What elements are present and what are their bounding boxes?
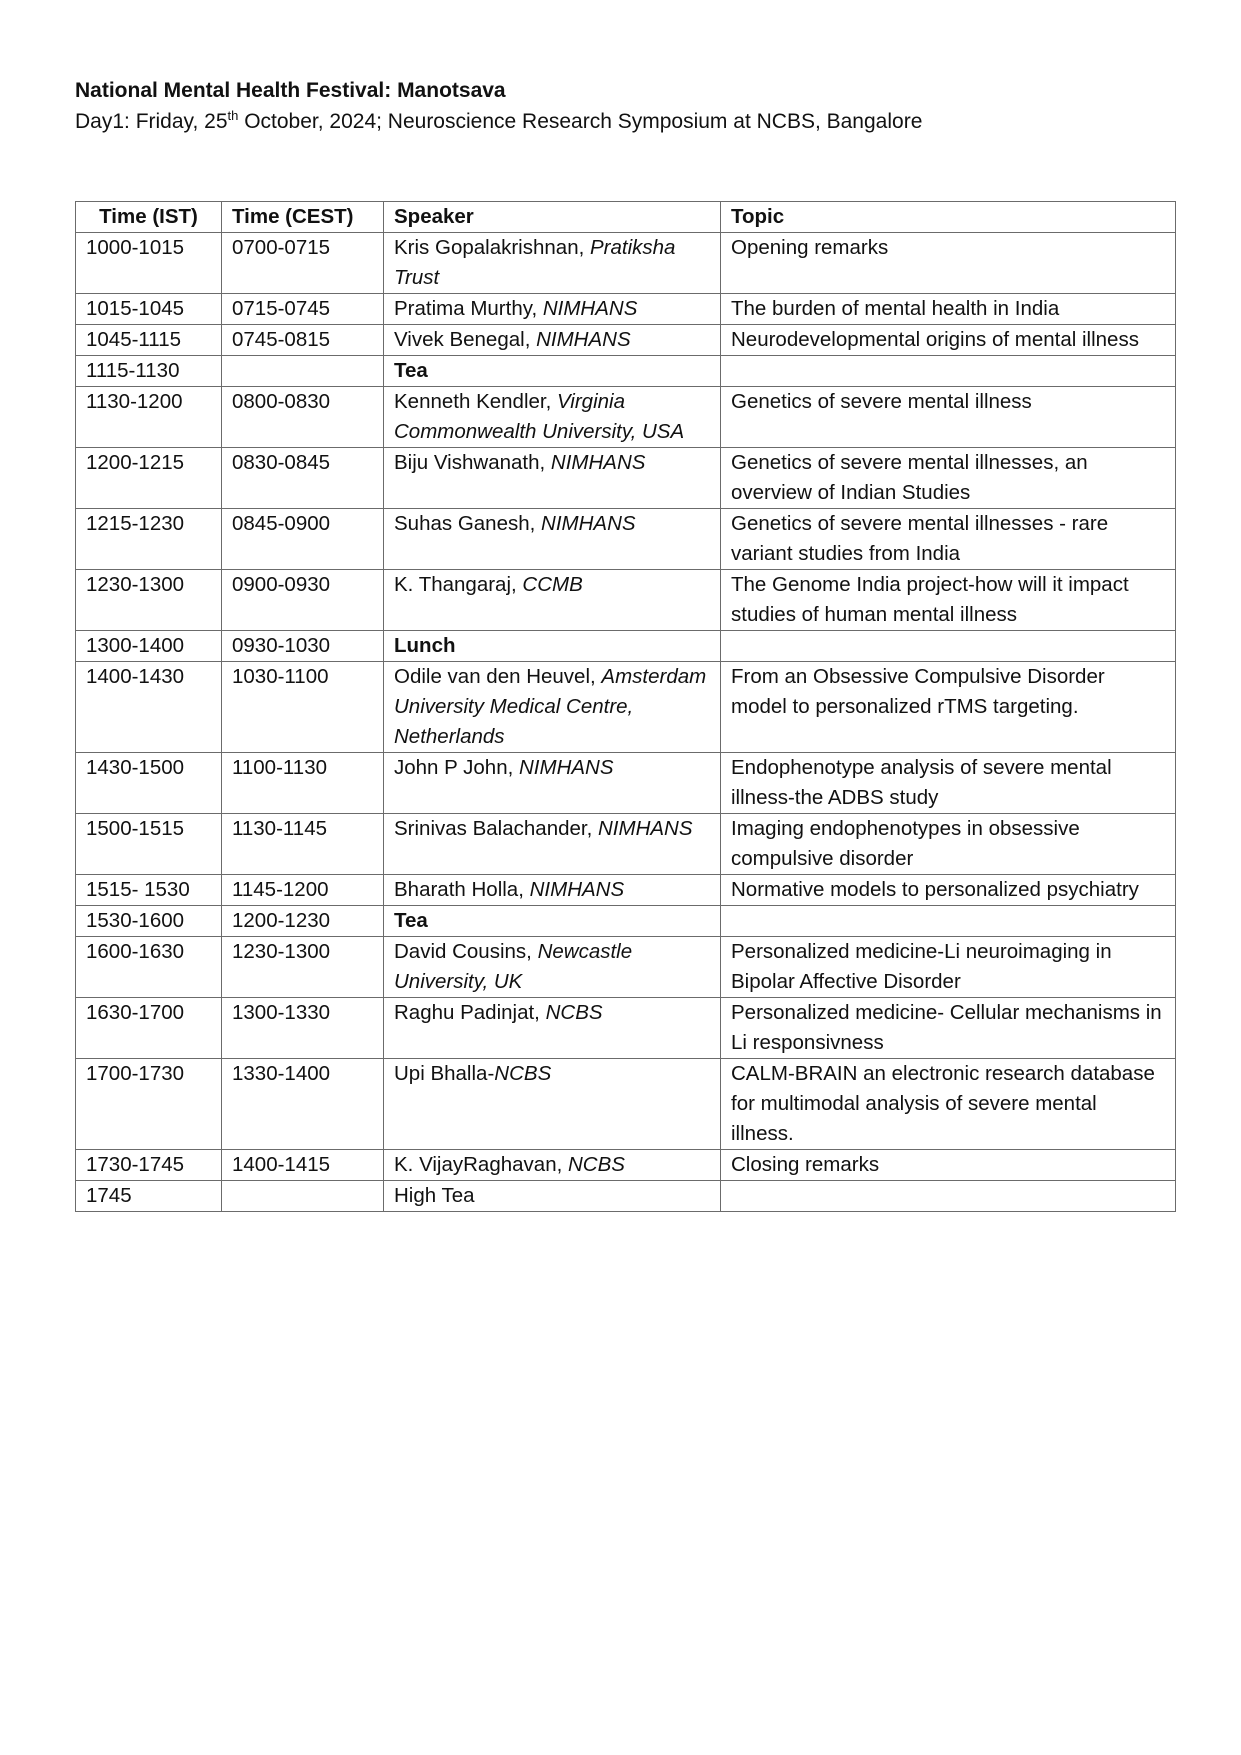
table-row [76,631,1176,662]
header-speaker: Speaker [384,202,721,233]
speaker-name: Bharath Holla, [394,878,524,901]
cell-time-ist: 1200-1215 [76,448,222,509]
cell-time-ist: 1000-1015 [76,233,222,294]
cell-time-cest: 1400-1415 [222,1150,384,1181]
cell-time-ist: 1230-1300 [76,570,222,631]
cell-speaker [384,448,721,509]
cell-topic: Opening remarks [721,233,1176,294]
cell-time-cest [222,356,384,387]
cell-topic [721,1181,1176,1212]
speaker-affiliation: NIMHANS [598,817,693,840]
header-topic: Topic [721,202,1176,233]
schedule-body [76,233,1176,1212]
table-row [76,998,1176,1059]
table-row [76,294,1176,325]
header-time-ist: Time (IST) [76,202,222,233]
cell-time-cest: 0800-0830 [222,387,384,448]
break-label: Lunch [394,634,456,657]
table-row [76,1059,1176,1150]
cell-speaker [384,753,721,814]
speaker-name: Pratima Murthy, [394,297,538,320]
table-row [76,387,1176,448]
cell-time-ist: 1530-1600 [76,906,222,937]
cell-time-cest: 0830-0845 [222,448,384,509]
table-row [76,570,1176,631]
document-title: National Mental Health Festival: Manotsava [75,79,506,102]
speaker-affiliation: NCBS [545,1001,603,1024]
cell-time-cest: 1030-1100 [222,662,384,753]
speaker-name: Biju Vishwanath, [394,451,546,474]
speaker-affiliation: NIMHANS [541,512,636,535]
cell-speaker [384,570,721,631]
cell-topic [721,356,1176,387]
cell-speaker [384,356,721,387]
cell-time-ist: 1300-1400 [76,631,222,662]
cell-topic [721,631,1176,662]
cell-topic: The burden of mental health in India [721,294,1176,325]
table-row [76,356,1176,387]
cell-time-cest: 0715-0745 [222,294,384,325]
cell-topic: Neurodevelopmental origins of mental illness [721,325,1176,356]
cell-speaker [384,662,721,753]
cell-time-cest: 1330-1400 [222,1059,384,1150]
speaker-name: K. Thangaraj, [394,573,517,596]
speaker-affiliation: NIMHANS [542,297,638,320]
cell-speaker [384,631,721,662]
cell-topic: CALM-BRAIN an electronic research database for multimodal analysis of severe mental illness. [721,1059,1176,1150]
speaker-name: Suhas Ganesh, [394,512,536,535]
table-row [76,1150,1176,1181]
cell-speaker [384,1150,721,1181]
cell-time-ist: 1400-1430 [76,662,222,753]
table-row [76,814,1176,875]
speaker-name: Vivek Benegal, [394,328,531,351]
cell-speaker [384,325,721,356]
cell-time-ist: 1515- 1530 [76,875,222,906]
cell-time-ist: 1500-1515 [76,814,222,875]
cell-time-cest: 1300-1330 [222,998,384,1059]
cell-speaker [384,387,721,448]
cell-time-ist: 1045-1115 [76,325,222,356]
cell-topic: Personalized medicine-Li neuroimaging in Bipolar Affective Disorder [721,937,1176,998]
subtitle-ordinal-suffix: th [227,108,239,123]
cell-topic: Genetics of severe mental illnesses - rare variant studies from India [721,509,1176,570]
cell-time-cest: 0745-0815 [222,325,384,356]
cell-time-cest: 1130-1145 [222,814,384,875]
speaker-affiliation: NIMHANS [550,451,646,474]
cell-topic: Personalized medicine- Cellular mechanisms in Li responsivness [721,998,1176,1059]
cell-speaker [384,937,721,998]
speaker-affiliation: Newcastle University, UK [394,940,633,993]
cell-speaker [384,906,721,937]
speaker-affiliation: Virginia Commonwealth University, USA [394,390,685,443]
table-row [76,753,1176,814]
cell-time-cest: 1230-1300 [222,937,384,998]
table-row [76,448,1176,509]
cell-time-cest: 1100-1130 [222,753,384,814]
cell-speaker [384,294,721,325]
cell-time-ist: 1215-1230 [76,509,222,570]
cell-topic: From an Obsessive Compulsive Disorder model to personalized rTMS targeting. [721,662,1176,753]
speaker-name: K. VijayRaghavan, [394,1153,563,1176]
schedule-table [75,201,1176,1212]
speaker-name: John P John, [394,756,514,779]
table-row [76,662,1176,753]
cell-speaker [384,1059,721,1150]
cell-time-cest: 0845-0900 [222,509,384,570]
cell-time-ist: 1730-1745 [76,1150,222,1181]
speaker-affiliation: NIMHANS [519,756,614,779]
speaker-name: Srinivas Balachander, [394,817,593,840]
speaker-affiliation: NCBS [494,1062,552,1085]
cell-time-cest: 0700-0715 [222,233,384,294]
speaker-name: David Cousins, [394,940,532,963]
speaker-affiliation: NIMHANS [536,328,631,351]
cell-time-cest: 1200-1230 [222,906,384,937]
table-row [76,906,1176,937]
cell-topic: The Genome India project-how will it impact studies of human mental illness [721,570,1176,631]
speaker-affiliation: NIMHANS [529,878,625,901]
cell-topic: Genetics of severe mental illnesses, an overview of Indian Studies [721,448,1176,509]
cell-speaker [384,814,721,875]
cell-time-cest: 1145-1200 [222,875,384,906]
speaker-name: Upi Bhalla- [394,1062,495,1085]
cell-topic [721,906,1176,937]
table-row [76,233,1176,294]
table-row [76,1181,1176,1212]
cell-time-ist: 1115-1130 [76,356,222,387]
break-label: Tea [394,359,428,382]
cell-time-cest: 0900-0930 [222,570,384,631]
cell-time-cest [222,1181,384,1212]
cell-time-ist: 1430-1500 [76,753,222,814]
cell-speaker [384,233,721,294]
header-row [76,202,1176,233]
cell-time-ist: 1700-1730 [76,1059,222,1150]
table-row [76,937,1176,998]
document-subtitle [75,108,922,136]
cell-speaker [384,998,721,1059]
speaker-affiliation: Amsterdam University Medical Centre, Netherlands [394,665,707,748]
cell-time-ist: 1130-1200 [76,387,222,448]
speaker-name: Odile van den Heuvel, [394,665,596,688]
table-row [76,325,1176,356]
document-heading [75,78,922,136]
cell-time-cest: 0930-1030 [222,631,384,662]
subtitle-date-prefix: Day1: Friday, 25 [75,110,228,133]
subtitle-rest: October, 2024; Neuroscience Research Symposium at NCBS, Bangalore [238,110,923,133]
cell-topic: Endophenotype analysis of severe mental illness-the ADBS study [721,753,1176,814]
cell-speaker [384,509,721,570]
table-row [76,875,1176,906]
cell-topic: Imaging endophenotypes in obsessive compulsive disorder [721,814,1176,875]
cell-topic: Closing remarks [721,1150,1176,1181]
speaker-name: High Tea [394,1184,475,1207]
schedule-header [76,202,1176,233]
header-time-cest: Time (CEST) [222,202,384,233]
cell-topic: Normative models to personalized psychiatry [721,875,1176,906]
speaker-affiliation: NCBS [568,1153,625,1176]
cell-topic: Genetics of severe mental illness [721,387,1176,448]
table-row [76,509,1176,570]
break-label: Tea [394,909,428,932]
speaker-name: Raghu Padinjat, [394,1001,540,1024]
cell-speaker [384,1181,721,1212]
cell-speaker [384,875,721,906]
speaker-name: Kenneth Kendler, [394,390,552,413]
speaker-affiliation: Pratiksha Trust [394,236,676,289]
cell-time-ist: 1745 [76,1181,222,1212]
cell-time-ist: 1015-1045 [76,294,222,325]
cell-time-ist: 1630-1700 [76,998,222,1059]
speaker-affiliation: CCMB [522,573,583,596]
speaker-name: Kris Gopalakrishnan, [394,236,585,259]
cell-time-ist: 1600-1630 [76,937,222,998]
